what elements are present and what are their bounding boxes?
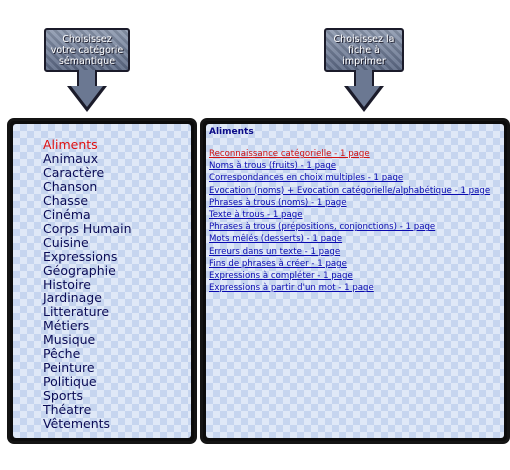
category-item[interactable]: Peinture <box>43 360 95 376</box>
category-panel-inner <box>13 124 191 438</box>
category-item[interactable]: Cinéma <box>43 206 91 222</box>
sheet-link[interactable]: Reconnaissance catégorielle - 1 page <box>209 149 370 159</box>
down-arrow-icon <box>344 86 384 112</box>
sheet-arrow-stem <box>354 70 374 86</box>
sheet-link[interactable]: Expressions à partir d'un mot - 1 page <box>209 283 374 294</box>
sheet-instruction-box <box>324 28 404 72</box>
sheet-link[interactable]: Expressions à compléter - 1 page <box>209 271 353 282</box>
category-item[interactable]: Chanson <box>43 178 98 194</box>
category-item[interactable]: Aliments <box>43 137 98 152</box>
sheet-link[interactable]: Phrases à trous (prépositions, conjonctions) - 1 page <box>209 222 436 233</box>
category-item[interactable]: Animaux <box>43 150 99 166</box>
category-instruction-box <box>44 28 130 72</box>
category-panel <box>7 118 197 444</box>
sheet-panel <box>200 118 510 444</box>
category-item[interactable]: Jardinage <box>43 290 102 306</box>
sheet-instruction-callout <box>324 28 404 112</box>
category-item[interactable]: Expressions <box>43 248 118 264</box>
sheet-link[interactable]: Fins de phrases à créer - 1 page <box>209 258 347 269</box>
sheet-link[interactable]: Noms à trous (fruits) - 1 page <box>209 161 337 172</box>
category-item[interactable]: Pêche <box>43 346 81 362</box>
category-item[interactable]: Politique <box>43 374 97 390</box>
category-item[interactable]: Caractère <box>43 164 105 180</box>
category-item[interactable]: Cuisine <box>43 234 89 250</box>
sheet-panel-title: Aliments <box>209 127 254 137</box>
category-item[interactable]: Théatre <box>43 402 92 418</box>
sheet-link[interactable]: Evocation (noms) + Evocation catégorielle/alphabétique - 1 page <box>209 185 491 196</box>
category-item[interactable]: Musique <box>43 332 96 348</box>
sheet-link[interactable]: Phrases à trous (noms) - 1 page <box>209 197 347 208</box>
sheet-link[interactable]: Correspondances en choix multiples - 1 page <box>209 173 404 184</box>
category-list <box>13 124 191 431</box>
category-item[interactable]: Chasse <box>43 192 89 208</box>
category-instruction-text: Choisissez votre catégorie sémantique <box>50 33 124 67</box>
category-arrow-stem <box>77 70 97 86</box>
sheet-list <box>209 148 504 294</box>
category-item[interactable]: Géographie <box>43 262 116 278</box>
sheet-link[interactable]: Texte à trous - 1 page <box>209 210 303 221</box>
category-item[interactable]: Vêtements <box>43 416 111 432</box>
sheet-link[interactable]: Mots mêlés (desserts) - 1 page <box>209 234 343 245</box>
sheet-panel-inner <box>206 124 504 438</box>
category-item[interactable]: Histoire <box>43 276 91 292</box>
category-item[interactable]: Litterature <box>43 304 110 320</box>
sheet-instruction-text: Choisissez la fiche à imprimer <box>333 33 395 67</box>
category-item[interactable]: Métiers <box>43 318 90 334</box>
down-arrow-icon <box>67 86 107 112</box>
sheet-link[interactable]: Erreurs dans un texte - 1 page <box>209 246 341 257</box>
category-instruction-callout <box>44 28 130 112</box>
category-item[interactable]: Sports <box>43 388 84 404</box>
category-item[interactable]: Corps Humain <box>43 220 132 236</box>
